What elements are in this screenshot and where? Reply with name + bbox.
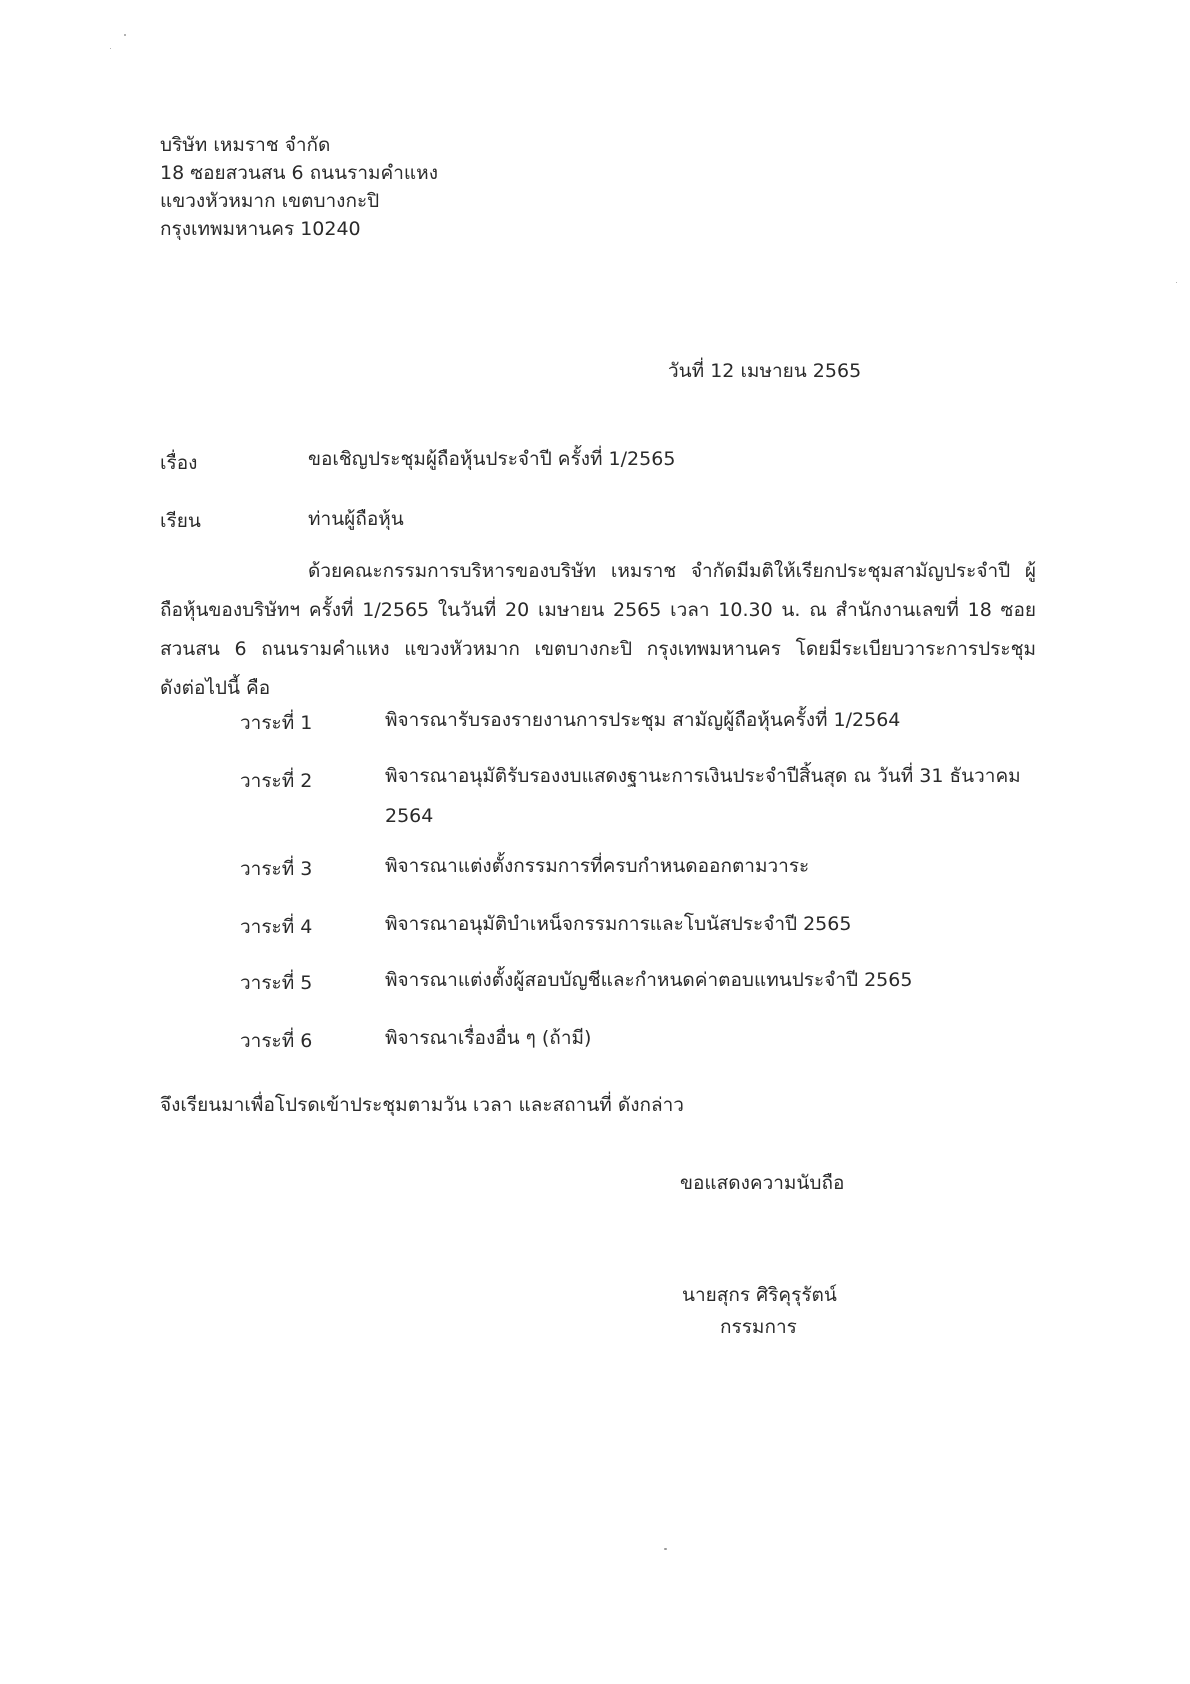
- agenda-text-5: พิจารณาแต่งตั้งผู้สอบบัญชีและกำหนดค่าตอบแทนประจำปี 2565: [385, 969, 913, 991]
- scan-speck: [110, 48, 111, 49]
- recipient-value: ท่านผู้ถือหุ้น: [308, 508, 404, 530]
- body-line-3: สวนสน 6 ถนนรามคำแหง แขวงหัวหมาก เขตบางกะปิ กรุงเทพมหานคร โดยมีระเบียบวาระการประชุม: [160, 638, 1036, 660]
- company-name: บริษัท เหมราช จำกัด: [160, 134, 331, 156]
- regards-text: ขอแสดงความนับถือ: [680, 1172, 845, 1194]
- address-line-2: แขวงหัวหมาก เขตบางกะปิ: [160, 190, 380, 212]
- letter-date: วันที่ 12 เมษายน 2565: [668, 360, 862, 382]
- agenda-number-1: วาระที่ 1: [240, 712, 313, 734]
- agenda-number-6: วาระที่ 6: [240, 1030, 313, 1052]
- agenda-text-1: พิจารณารับรองรายงานการประชุม สามัญผู้ถือหุ้นครั้งที่ 1/2564: [385, 709, 901, 731]
- subject-value: ขอเชิญประชุมผู้ถือหุ้นประจำปี ครั้งที่ 1/2565: [308, 448, 676, 470]
- closing-sentence: จึงเรียนมาเพื่อโปรดเข้าประชุมตามวัน เวลา และสถานที่ ดังกล่าว: [160, 1094, 684, 1116]
- scan-speck: [1176, 282, 1177, 283]
- body-line-4: ดังต่อไปนี้ คือ: [160, 677, 271, 699]
- agenda-number-5: วาระที่ 5: [240, 972, 313, 994]
- agenda-text-6: พิจารณาเรื่องอื่น ๆ (ถ้ามี): [385, 1027, 592, 1049]
- address-line-3: กรุงเทพมหานคร 10240: [160, 218, 361, 240]
- agenda-text-3: พิจารณาแต่งตั้งกรรมการที่ครบกำหนดออกตามวาระ: [385, 855, 810, 877]
- body-line-2: ถือหุ้นของบริษัทฯ ครั้งที่ 1/2565 ในวันที่ 20 เมษายน 2565 เวลา 10.30 น. ณ สำนักงานเลขที่ 18 ซอย: [160, 599, 1036, 621]
- scan-speck: [664, 1548, 667, 1550]
- agenda-text-2: พิจารณาอนุมัติรับรองงบแสดงฐานะการเงินประจำปีสิ้นสุด ณ วันที่ 31 ธันวาคม 2564: [385, 765, 1021, 827]
- address-line-1: 18 ซอยสวนสน 6 ถนนรามคำแหง: [160, 162, 438, 184]
- scan-speck: [124, 34, 126, 36]
- subject-label: เรื่อง: [160, 452, 198, 474]
- body-paragraph: [160, 552, 1036, 708]
- agenda-number-3: วาระที่ 3: [240, 858, 313, 880]
- body-line-1: ด้วยคณะกรรมการบริหารของบริษัท เหมราช จำกัดมีมติให้เรียกประชุมสามัญประจำปี ผู้: [308, 560, 1036, 582]
- signer-title: กรรมการ: [720, 1316, 797, 1338]
- signer-name: นายสุกร ศิริคุรุรัตน์: [682, 1284, 837, 1306]
- agenda-number-4: วาระที่ 4: [240, 916, 313, 938]
- agenda-number-2: วาระที่ 2: [240, 770, 313, 792]
- recipient-label: เรียน: [160, 510, 201, 532]
- agenda-text-4: พิจารณาอนุมัติบำเหน็จกรรมการและโบนัสประจำปี 2565: [385, 913, 852, 935]
